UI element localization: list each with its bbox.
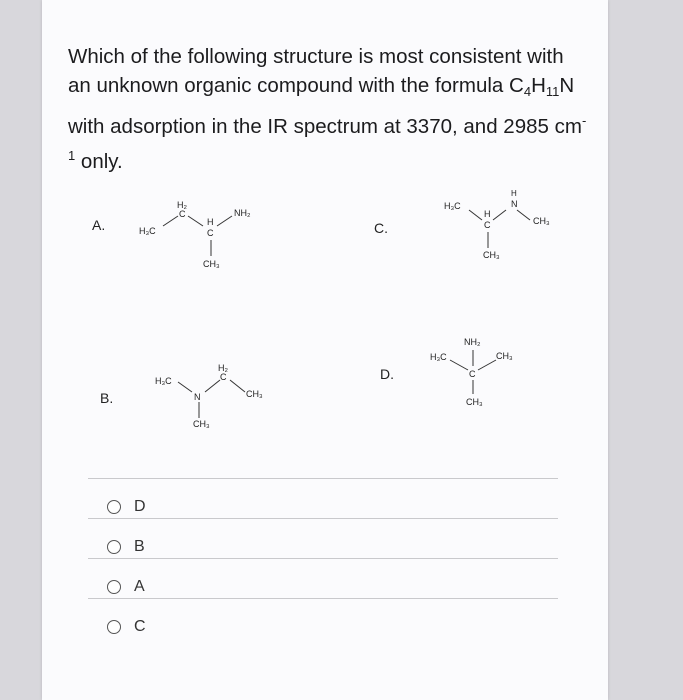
structure-d-nh2: NH₂ bbox=[464, 337, 481, 347]
structure-d-ch3-down: CH₃ bbox=[466, 397, 483, 407]
structure-b-letter: B. bbox=[100, 390, 114, 406]
structure-c-nh-h: H bbox=[511, 189, 517, 198]
question-text: Which of the following structure is most consistent with an unknown organic compound with the formula $C_4H_{11}N$ with adsorption in the IR spectrum at 3370, and 2985 $cm^{-1}$ only. bbox=[68, 45, 587, 173]
radio-button[interactable] bbox=[107, 620, 121, 634]
structure-d-ch3-right: CH₃ bbox=[496, 351, 513, 361]
radio-button[interactable] bbox=[107, 580, 121, 594]
structure-b-ch3: CH₃ bbox=[246, 389, 263, 399]
structure-d-c: C bbox=[469, 369, 476, 379]
structure-a-h2: H₂ bbox=[177, 200, 187, 210]
structure-c-h3c: H₃C bbox=[444, 201, 461, 211]
choice-c[interactable] bbox=[107, 616, 146, 638]
structure-a-nh2: NH₂ bbox=[234, 208, 251, 218]
structure-b-n: N bbox=[194, 392, 201, 402]
choice-label: B bbox=[134, 538, 145, 555]
choice-b[interactable] bbox=[107, 536, 145, 558]
radio-button[interactable] bbox=[107, 540, 121, 554]
structure-a-letter: A. bbox=[92, 217, 106, 233]
structure-d-letter: D. bbox=[380, 366, 394, 382]
structure-c-c: C bbox=[484, 220, 491, 230]
structure-a-h3c: H₃C bbox=[139, 226, 156, 236]
radio-button[interactable] bbox=[107, 500, 121, 514]
structure-b-h3c: H₃C bbox=[155, 376, 172, 386]
structure-c-n: N bbox=[511, 199, 518, 209]
structure-a-h: H bbox=[207, 217, 214, 227]
structure-b-h2: H₂ bbox=[218, 363, 228, 373]
structure-c-h: H bbox=[484, 209, 491, 219]
structure-c-ch3-down: CH₃ bbox=[483, 250, 500, 260]
structure-a-c2: C bbox=[207, 228, 214, 238]
structures-figure bbox=[60, 170, 580, 460]
divider bbox=[88, 598, 558, 599]
choice-label: A bbox=[134, 578, 145, 595]
structure-c-letter: C. bbox=[374, 220, 388, 236]
structure-b-c: C bbox=[220, 372, 227, 382]
divider bbox=[88, 478, 558, 479]
structure-b-ch3-down: CH₃ bbox=[193, 419, 210, 429]
structure-a-c1: C bbox=[179, 209, 186, 219]
choice-label: C bbox=[134, 618, 146, 635]
structure-a-ch3: CH₃ bbox=[203, 259, 220, 269]
choice-label: D bbox=[134, 498, 146, 515]
choice-d[interactable] bbox=[107, 496, 146, 518]
structure-c-ch3: CH₃ bbox=[533, 216, 550, 226]
divider bbox=[88, 518, 558, 519]
structure-d-h3c: H₃C bbox=[430, 352, 447, 362]
choice-a[interactable] bbox=[107, 576, 145, 598]
divider bbox=[88, 558, 558, 559]
